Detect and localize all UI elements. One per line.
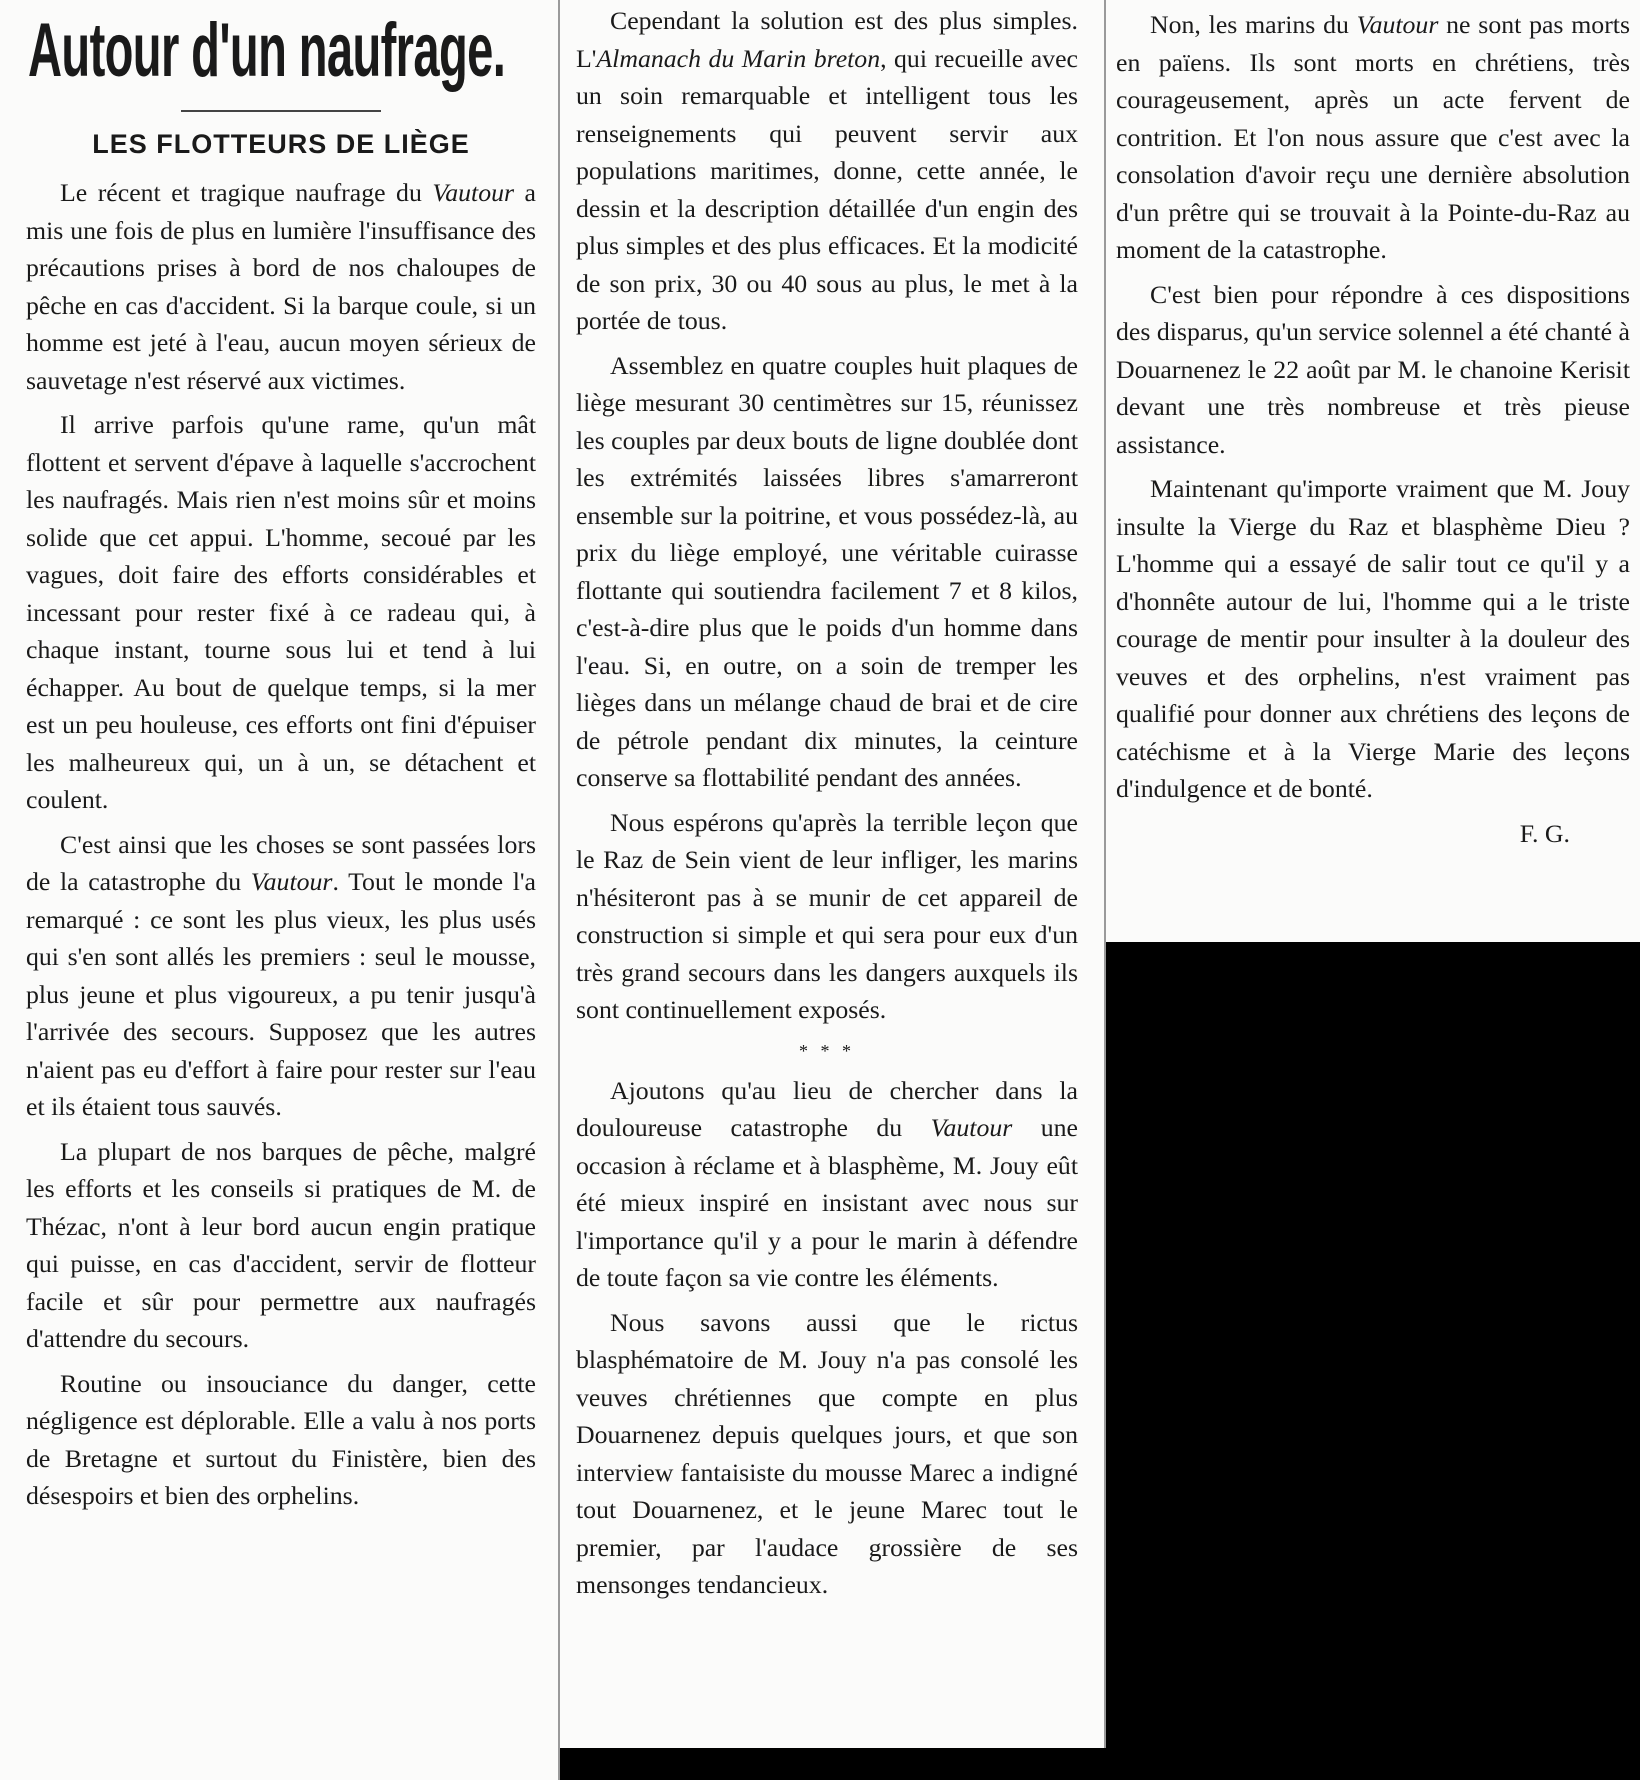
divider-rule [181, 110, 381, 112]
paragraph: Assemblez en quatre couples huit plaques de liège mesurant 30 centimètres sur 15, réunissez les couples par deux bouts de ligne doublée dont les extrémités laissées libres s'amarreront ensemble sur la poitrine, et vous possédez-là, au prix du liège employé, une véritable cuirasse flottante qui soutiendra facilement 7 et 8 kilos, c'est-à-dire plus que le poids d'un homme dans l'eau. Si, en outre, on a soin de tremper les lièges dans un mélange chaud de brai et de cire de pétrole pendant dix minutes, la ceinture conserve sa flottabilité pendant des années. [576, 350, 1078, 792]
paragraph: Cependant la solution est des plus simples. L'Almanach du Marin breton, qui recueille avec un soin remarquable et intelligent tous les renseignements qui peuvent servir aux populations maritimes, donne, cette année, le dessin et la description détaillée d'un engin des plus simples et des plus efficaces. Et la modicité de son prix, 30 ou 40 sous au plus, le met à la portée de tous. [576, 6, 1078, 335]
headline: Autour d'un naufrage. [28, 8, 506, 93]
paragraph: Le récent et tragique naufrage du Vautour a mis une fois de plus en lumière l'insuffisance des précautions prises à bord de nos chaloupes de pêche en cas d'accident. Si la barque coule, si un homme est jeté à l'eau, aucun moyen sérieux de sauvetage n'est réservé aux victimes. [26, 178, 536, 395]
paragraph: Nous savons aussi que le rictus blasphématoire de M. Jouy n'a pas consolé les veuves chrétiennes que compte en plus Douarnenez depuis quelques jours, et que son interview fantaisiste du mousse Marec a indigné tout Douarnenez, et le jeune Marec tout le premier, par l'audace grossière de ses mensonges tendancieux. [576, 1307, 1078, 1599]
paragraph: Routine ou insouciance du danger, cette négligence est déplorable. Elle a valu à nos ports de Bretagne et surtout du Finistère, bien des désespoirs et bien des orphelins. [26, 1368, 536, 1510]
paragraph: Il arrive parfois qu'une rame, qu'un mât flottent et servent d'épave à laquelle s'accrochent les naufragés. Mais rien n'est moins sûr et moins solide que cet appui. L'homme, secoué par les vagues, doit faire des efforts considérables et incessant pour rester fixé à ce radeau qui, à chaque instant, tourne sous lui et tend à lui échapper. Au bout de quelque temps, si la mer est un peu houleuse, ces efforts ont fini d'épuiser les malheureux qui, un à un, se détachent et coulent. [26, 410, 536, 814]
paragraph: Maintenant qu'importe vraiment que M. Jouy insulte la Vierge du Raz et blasphème Dieu ? L'homme qui a essayé de salir tout ce qu'il y a d'honnête autour de lui, l'homme qui a le triste courage de mentir pour insulter à la douleur des veuves et des orphelins, n'est vraiment pas qualifié pour donner aux chrétiens des leçons de catéchisme et à la Vierge Marie des leçons d'indulgence et de bonté. [1116, 474, 1630, 803]
column-1 [0, 0, 560, 1780]
paragraph: Ajoutons qu'au lieu de chercher dans la douloureuse catastrophe du Vautour une occasion à réclame et à blasphème, M. Jouy eût été mieux inspiré en insistant avec nous sur l'importance qu'il y a pour le marin à défendre de toute façon sa vie contre les éléments. [576, 1075, 1078, 1292]
paragraph: Nous espérons qu'après la terrible leçon que le Raz de Sein vient de leur infliger, les marins n'hésiteront pas à se munir de cet appareil de construction si simple et qui sera pour eux d'un très grand secours dans les dangers auxquels ils sont continuellement exposés. [576, 807, 1078, 1024]
signature: F. G. [1519, 818, 1570, 848]
column-3 [1106, 0, 1640, 942]
paragraph: Non, les marins du Vautour ne sont pas morts en païens. Ils sont morts en chrétiens, très courageusement, après un acte fervent de contrition. Et l'on nous assure que c'est avec la consolation d'avoir reçu une dernière absolution d'un prêtre qui se trouvait à la Pointe-du-Raz au moment de la catastrophe. [1116, 10, 1630, 264]
column-2 [560, 0, 1106, 1748]
subheading: LES FLOTTEURS DE LIÈGE [92, 129, 470, 159]
asterism: * * * [799, 1040, 855, 1061]
paragraph: La plupart de nos barques de pêche, malgré les efforts et les conseils si pratiques de M. de Thézac, n'ont à leur bord aucun engin pratique qui puisse, en cas d'accident, servir de flotteur facile et sûr pour permettre aux naufragés d'attendre du secours. [26, 1136, 536, 1353]
paragraph: C'est ainsi que les choses se sont passées lors de la catastrophe du Vautour. Tout le monde l'a remarqué : ce sont les plus vieux, les plus usés qui s'en sont allés les premiers : seul le mousse, plus jeune et plus vigoureux, a pu tenir jusqu'à l'arrivée des secours. Supposez que les autres n'aient pas eu d'effort à faire pour rester sur l'eau et ils étaient tous sauvés. [26, 829, 536, 1121]
paragraph: C'est bien pour répondre à ces dispositions des disparus, qu'un service solennel a été chanté à Douarnenez le 22 août par M. le chanoine Kerisit devant une très nombreuse et très pieuse assistance. [1116, 279, 1630, 459]
